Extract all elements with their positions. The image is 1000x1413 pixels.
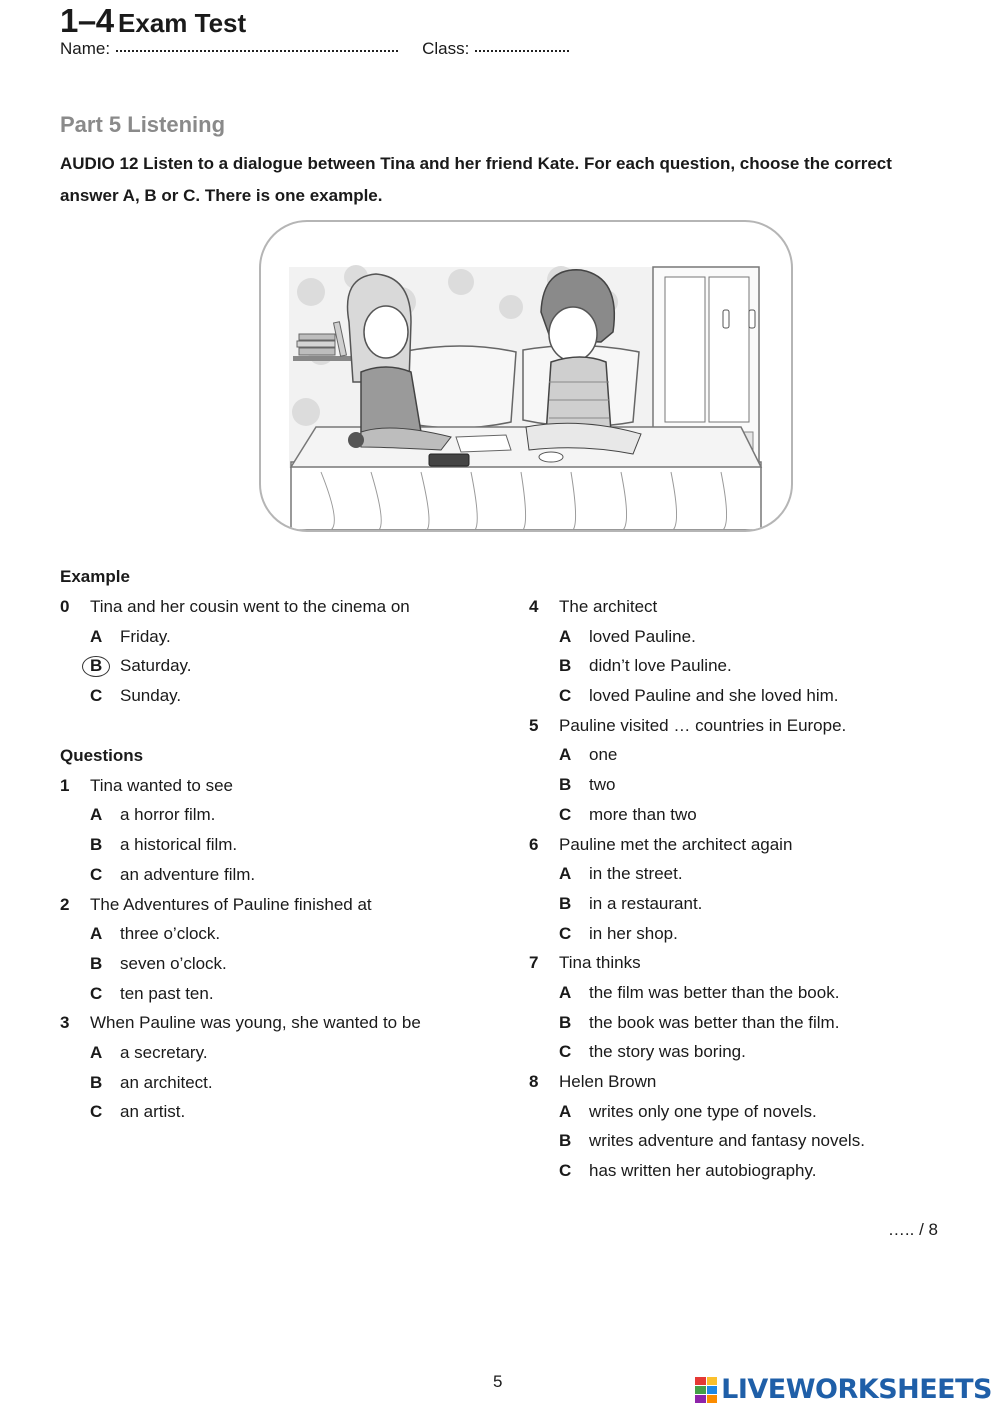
question-text: The architect — [559, 597, 658, 616]
option-a[interactable] — [559, 622, 949, 652]
option-letter: A — [559, 1101, 572, 1121]
question-text: Pauline visited … countries in Europe. — [559, 715, 847, 735]
option-letter: B — [559, 893, 572, 913]
question — [529, 592, 949, 622]
liveworksheets-logo — [695, 1374, 992, 1405]
option-text: writes only one type of novels. — [589, 1101, 817, 1121]
option-text: didn’t love Pauline. — [589, 656, 732, 676]
question-options — [529, 859, 949, 948]
exam-title — [60, 2, 246, 40]
option-b[interactable] — [559, 889, 949, 919]
option-c[interactable] — [559, 919, 949, 949]
name-label: Name: — [60, 39, 111, 58]
section-heading: Part 5 Listening — [60, 112, 226, 137]
instructions: AUDIO 12 Listen to a dialogue between Tina and her friend Kate. For each question, choose the correct answer A, B or C. There is one example. — [60, 154, 892, 205]
option-text: two — [589, 775, 616, 795]
option-letter: A — [559, 626, 572, 646]
option-text: the book was better than the film. — [589, 1012, 840, 1032]
option-text: the film was better than the book. — [589, 982, 840, 1002]
class-label: Class: — [422, 39, 470, 58]
example-question — [60, 592, 480, 622]
option-letter: C — [559, 686, 572, 706]
example-heading: Example — [60, 567, 130, 586]
option-b[interactable] — [559, 1126, 949, 1156]
option-b[interactable] — [90, 949, 480, 979]
question — [60, 771, 480, 801]
question-number: 1 — [60, 775, 70, 795]
name-field[interactable] — [116, 49, 398, 52]
brand-name: LIVEWORKSHEETS — [721, 1374, 992, 1405]
option-a[interactable] — [559, 978, 949, 1008]
option-text: in the street. — [589, 864, 683, 884]
option-letter-circled: B — [90, 651, 120, 681]
title-text: Exam Test — [118, 8, 247, 38]
question — [529, 830, 949, 860]
option-text: Saturday. — [120, 656, 192, 676]
question-number: 0 — [60, 597, 70, 616]
unit-range: 1–4 — [60, 2, 114, 39]
option-letter: B — [559, 775, 572, 795]
option-text: an architect. — [120, 1072, 213, 1092]
question-number: 4 — [529, 597, 539, 616]
question-number: 6 — [529, 834, 539, 854]
option-letter: C — [90, 864, 103, 884]
option-letter: B — [559, 1131, 572, 1151]
option-letter: B — [559, 656, 572, 676]
option-text: three o’clock. — [120, 924, 221, 944]
left-column — [60, 562, 480, 1127]
option-c[interactable] — [90, 860, 480, 890]
option-letter: A — [559, 864, 572, 884]
option-b-selected[interactable] — [90, 651, 480, 681]
option-letter: C — [559, 923, 572, 943]
question-options — [529, 622, 949, 711]
page-number: 5 — [493, 1372, 503, 1391]
option-c[interactable] — [559, 681, 949, 711]
questions-heading: Questions — [60, 745, 144, 765]
option-a[interactable] — [559, 740, 949, 770]
option-letter: B — [559, 1012, 572, 1032]
option-text: in a restaurant. — [589, 893, 703, 913]
question-text: Pauline met the architect again — [559, 834, 793, 854]
option-letter: C — [90, 983, 103, 1003]
question-text: The Adventures of Pauline finished at — [90, 894, 372, 914]
option-letter: C — [559, 804, 572, 824]
question-options — [60, 800, 480, 889]
option-b[interactable] — [559, 1008, 949, 1038]
option-text: writes adventure and fantasy novels. — [589, 1131, 865, 1151]
option-b[interactable] — [90, 830, 480, 860]
illustration — [259, 220, 793, 532]
question-number: 5 — [529, 715, 539, 735]
option-a[interactable] — [90, 1038, 480, 1068]
option-letter: C — [90, 1102, 103, 1122]
question — [529, 711, 949, 741]
question-text: Tina wanted to see — [90, 775, 234, 795]
name-class-row — [60, 39, 569, 59]
option-letter: A — [90, 626, 103, 646]
option-text: has written her autobiography. — [589, 1161, 817, 1181]
option-b[interactable] — [559, 770, 949, 800]
question — [60, 890, 480, 920]
option-b[interactable] — [559, 651, 949, 681]
option-text: one — [589, 745, 618, 765]
question-text: Helen Brown — [559, 1072, 657, 1091]
option-a[interactable] — [90, 800, 480, 830]
question-options — [60, 919, 480, 1008]
question-number: 3 — [60, 1013, 70, 1033]
question-options — [529, 978, 949, 1067]
option-text: the story was boring. — [589, 1042, 746, 1062]
option-text: Friday. — [120, 626, 171, 646]
class-field[interactable] — [475, 49, 569, 52]
option-a[interactable] — [90, 919, 480, 949]
option-a[interactable] — [559, 1097, 949, 1127]
girls-on-bed-drawing — [261, 222, 791, 530]
option-c[interactable] — [559, 1156, 949, 1186]
option-letter: B — [90, 835, 103, 855]
example-options — [60, 622, 480, 711]
option-text: loved Pauline. — [589, 626, 696, 646]
question-options — [529, 740, 949, 829]
question — [529, 948, 949, 978]
question-list-right — [529, 592, 949, 1186]
option-c[interactable] — [90, 1097, 480, 1127]
right-column — [529, 592, 949, 1186]
question-list-left — [60, 771, 480, 1127]
question-number: 8 — [529, 1072, 539, 1091]
option-text: a historical film. — [120, 835, 238, 855]
option-letter: C — [559, 1161, 572, 1181]
score-box: ….. / 8 — [887, 1220, 938, 1239]
option-letter: B — [90, 953, 103, 973]
option-a[interactable] — [559, 859, 949, 889]
option-letter: A — [90, 1042, 103, 1062]
option-text: loved Pauline and she loved him. — [589, 686, 839, 706]
option-text: ten past ten. — [120, 983, 214, 1003]
question-text: Tina thinks — [559, 953, 641, 973]
question — [529, 1067, 949, 1097]
option-a[interactable] — [90, 622, 480, 652]
question-text: When Pauline was young, she wanted to be — [90, 1013, 421, 1033]
option-c[interactable] — [559, 1037, 949, 1067]
option-letter: B — [90, 1072, 103, 1092]
question-options — [529, 1097, 949, 1186]
brand-icon — [695, 1377, 717, 1403]
question-text: Tina and her cousin went to the cinema on — [90, 597, 410, 616]
option-letter: A — [90, 805, 103, 825]
option-text: an artist. — [120, 1102, 186, 1122]
option-text: seven o’clock. — [120, 953, 227, 973]
option-text: an adventure film. — [120, 864, 256, 884]
option-letter: A — [559, 745, 572, 765]
option-letter: C — [559, 1042, 572, 1062]
option-c[interactable] — [90, 681, 480, 711]
option-text: a horror film. — [120, 805, 216, 825]
option-text: more than two — [589, 804, 697, 824]
option-c[interactable] — [90, 979, 480, 1009]
option-b[interactable] — [90, 1068, 480, 1098]
option-text: Sunday. — [120, 686, 182, 706]
option-text: a secretary. — [120, 1042, 208, 1062]
option-letter: A — [559, 982, 572, 1002]
option-letter: A — [90, 924, 103, 944]
option-letter: C — [90, 686, 103, 706]
question-options — [60, 1038, 480, 1127]
question-number: 2 — [60, 894, 70, 914]
question-number: 7 — [529, 953, 539, 973]
option-c[interactable] — [559, 800, 949, 830]
option-text: in her shop. — [589, 923, 678, 943]
question — [60, 1008, 480, 1038]
